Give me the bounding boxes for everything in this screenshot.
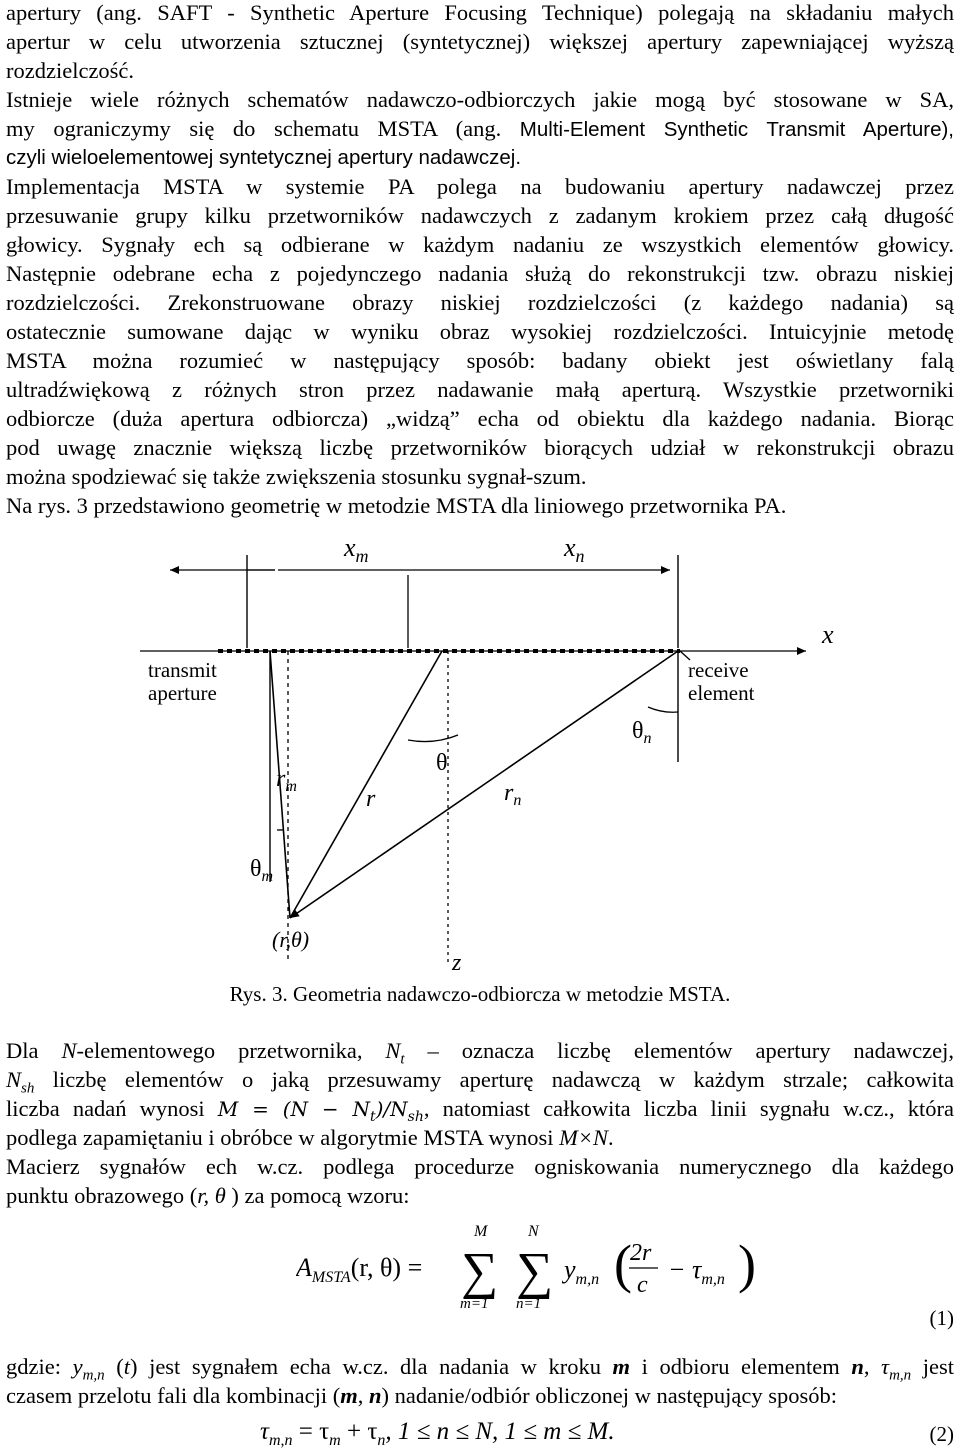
text-span: ( bbox=[104, 1354, 124, 1379]
symbol-n: n bbox=[369, 1383, 382, 1408]
label-theta: θ bbox=[436, 750, 448, 776]
symbol-subscript: m,n bbox=[82, 1367, 105, 1384]
label-receive-element: receive element bbox=[688, 658, 755, 705]
eq1-frac-num: 2r bbox=[630, 1240, 652, 1266]
symbol-r-theta: r, θ bbox=[197, 1183, 226, 1208]
label-rm: $r_m$ bbox=[276, 766, 297, 795]
paragraph-line bbox=[6, 1181, 954, 1210]
angle-arc-theta bbox=[408, 735, 458, 742]
paragraph-line: głowicy. Sygnały ech są odbierane w każdym nadaniu ze wszystkich elementów głowicy. bbox=[6, 232, 954, 257]
ray-r bbox=[290, 651, 442, 918]
paragraph-line: Implementacja MSTA w systemie PA polega na budowaniu apertury nadawczej przez bbox=[6, 174, 954, 199]
text-span: , bbox=[863, 1354, 882, 1379]
text-span: punktu obrazowego ( bbox=[6, 1183, 198, 1208]
text-span: liczbę elementów o jaką przesuwamy aperturę nadawczą w każdym strzale; całkowita bbox=[34, 1067, 954, 1092]
symbol-MxN: M×N bbox=[559, 1125, 609, 1150]
symbol-tau: τ bbox=[881, 1354, 890, 1379]
ray-rn bbox=[290, 651, 678, 918]
equation-2-number: (2) bbox=[929, 1422, 954, 1446]
figure-caption: Rys. 3. Geometria nadawczo-odbiorcza w metodzie MSTA. bbox=[229, 982, 731, 1006]
text-span: czasem przelotu fali dla kombinacji ( bbox=[6, 1383, 341, 1408]
symbol-subscript: t bbox=[400, 1051, 405, 1068]
eq1-tau: − $\tau_{m,n}$ bbox=[668, 1255, 725, 1288]
symbol-t: t bbox=[123, 1354, 130, 1379]
inline-formula: $M = (N - N_t)/N_{sh}$ bbox=[217, 1097, 424, 1125]
text-span: i odbioru elementem bbox=[630, 1354, 852, 1379]
paragraph-line: pod uwagę znacznie większą liczbę przetworników biorących udział w rekonstrukcji obrazu bbox=[6, 435, 954, 460]
eq1-lhs: $A_{MSTA}(r$, θ) = bbox=[296, 1253, 423, 1286]
text-span: Dla bbox=[6, 1038, 62, 1063]
text-span: . bbox=[608, 1125, 614, 1150]
eq1-frac-den: c bbox=[637, 1272, 648, 1298]
equation-2: $\tau_{m,n} = \tau_m + \tau_n$, 1 ≤ n ≤ N, 1 ≤ m ≤ M. bbox=[260, 1418, 615, 1449]
paragraph-line: ostatecznie sumowane dając w wyniku obraz wysokiej rozdzielczości. Intuicyjnie metodę bbox=[6, 319, 954, 344]
label-point: (r,θ) bbox=[272, 927, 310, 952]
msta-geometry-figure bbox=[100, 530, 860, 980]
paragraph-line: odbiorcze (duża apertura odbiorcza) „widzą” echa od obiektu dla każdego nadania. Biorąc bbox=[6, 406, 954, 431]
label-theta-m: $\theta_m$ bbox=[250, 856, 274, 885]
eq1-left-paren: ( bbox=[614, 1234, 632, 1294]
text-span: , natomiast całkowita liczba linii sygnału w.cz., która bbox=[423, 1096, 954, 1121]
paragraph-line: apertury (ang. SAFT - Synthetic Aperture Focusing Technique) polegają na składaniu małych bbox=[6, 0, 954, 25]
text-span: liczba nadań wynosi bbox=[6, 1096, 218, 1121]
label-z-axis: z bbox=[452, 950, 462, 976]
label-transmit-aperture: transmit aperture bbox=[148, 658, 217, 705]
paragraph-line: MSTA można rozumieć w następujący sposób: badany obiekt jest oświetlany falą bbox=[6, 348, 954, 373]
paragraph-line bbox=[6, 114, 954, 144]
paragraph-line: można spodziewać się także zwiększenia stosunku sygnał-szum. bbox=[6, 464, 587, 489]
paragraph-line bbox=[6, 1381, 954, 1410]
text-span: ) za pomocą wzoru: bbox=[225, 1183, 410, 1208]
paragraph-line: apertur w celu utworzenia sztucznej (syntetycznej) większej apertury zapewniającej wyższą bbox=[6, 29, 954, 54]
paragraph-line: Następnie odebrane echa z pojedynczego nadania służą do rekonstrukcji tzw. obrazu niskiej bbox=[6, 261, 954, 286]
eq1-sum2-top: N bbox=[528, 1223, 539, 1240]
symbol-subscript: m,n bbox=[889, 1367, 912, 1384]
angle-arc-theta-n bbox=[648, 707, 678, 712]
symbol-subscript: sh bbox=[21, 1080, 35, 1097]
symbol-N: N bbox=[61, 1038, 77, 1063]
paragraph-line: Istnieje wiele różnych schematów nadawczo-odbiorczych jakie mogą być stosowane w SA, bbox=[6, 87, 954, 112]
paragraph-line: rozdzielczości. Zrekonstruowane obrazy niskiej rozdzielczości (z każdego nadania) są bbox=[6, 290, 954, 315]
symbol-Nsh: N bbox=[6, 1067, 22, 1092]
text-span: Multi-Element Synthetic Transmit Aperture), bbox=[519, 118, 954, 141]
symbol-m: m bbox=[340, 1383, 358, 1408]
label-x-axis: x bbox=[822, 620, 834, 649]
paragraph-line: ultradźwiękową z różnych stron przez nadawanie małą aperturą. Wszystkie przetworniki bbox=[6, 377, 954, 402]
paragraph-line: Macierz sygnałów ech w.cz. podlega procedurze ogniskowania numerycznego dla każdego bbox=[6, 1154, 954, 1179]
text-span: podlega zapamiętaniu i obróbce w algorytmie MSTA wynosi bbox=[6, 1125, 560, 1150]
eq1-sum2-bottom: n=1 bbox=[516, 1296, 542, 1312]
symbol-Nt: N bbox=[385, 1038, 401, 1063]
paragraph-line: czyli wieloelementowej syntetycznej apertury nadawczej. bbox=[6, 146, 522, 169]
paragraph-line bbox=[6, 1123, 954, 1152]
text-span: gdzie: bbox=[6, 1354, 73, 1379]
symbol-n: n bbox=[851, 1354, 864, 1379]
text-span: , bbox=[357, 1383, 370, 1408]
eq1-sum2-sign: ∑ bbox=[516, 1243, 554, 1300]
equation-1-number: (1) bbox=[929, 1306, 954, 1330]
paragraph-line: rozdzielczość. bbox=[6, 58, 135, 83]
paragraph-line: przesuwanie grupy kilku przetworników nadawczych z zadanym krokiem przez całą długość bbox=[6, 203, 954, 228]
symbol-m: m bbox=[612, 1354, 631, 1379]
label-xm: $x_m$ bbox=[344, 533, 369, 566]
text-span: -elementowego przetwornika, bbox=[76, 1038, 386, 1063]
text-span: jest bbox=[911, 1354, 954, 1379]
text-span: ) jest sygnałem echa w.cz. dla nadania w kroku bbox=[130, 1354, 613, 1379]
eq1-y: $y_{m,n}$ bbox=[564, 1255, 600, 1288]
symbol-y: y bbox=[72, 1354, 83, 1379]
paragraph-line: Na rys. 3 przedstawiono geometrię w metodzie MSTA dla liniowego przetwornika PA. bbox=[6, 493, 787, 518]
eq1-sum1-top: M bbox=[474, 1223, 488, 1240]
eq1-sum1-sign: ∑ bbox=[461, 1243, 499, 1300]
equation-1 bbox=[296, 1216, 766, 1312]
text-span: my ograniczymy się do schematu MSTA (ang. bbox=[6, 116, 520, 141]
text-span: – oznacza liczbę elementów apertury nadawczej, bbox=[404, 1038, 954, 1063]
label-rn: $r_n$ bbox=[504, 780, 522, 809]
text-span: ) nadanie/odbiór obliczonej w następujący sposób: bbox=[381, 1383, 838, 1408]
eq1-right-paren: ) bbox=[738, 1234, 756, 1294]
label-xn: $x_n$ bbox=[564, 533, 585, 566]
eq1-sum1-bottom: m=1 bbox=[460, 1296, 489, 1312]
label-r: r bbox=[366, 786, 376, 812]
label-theta-n: $\theta_n$ bbox=[632, 718, 652, 747]
